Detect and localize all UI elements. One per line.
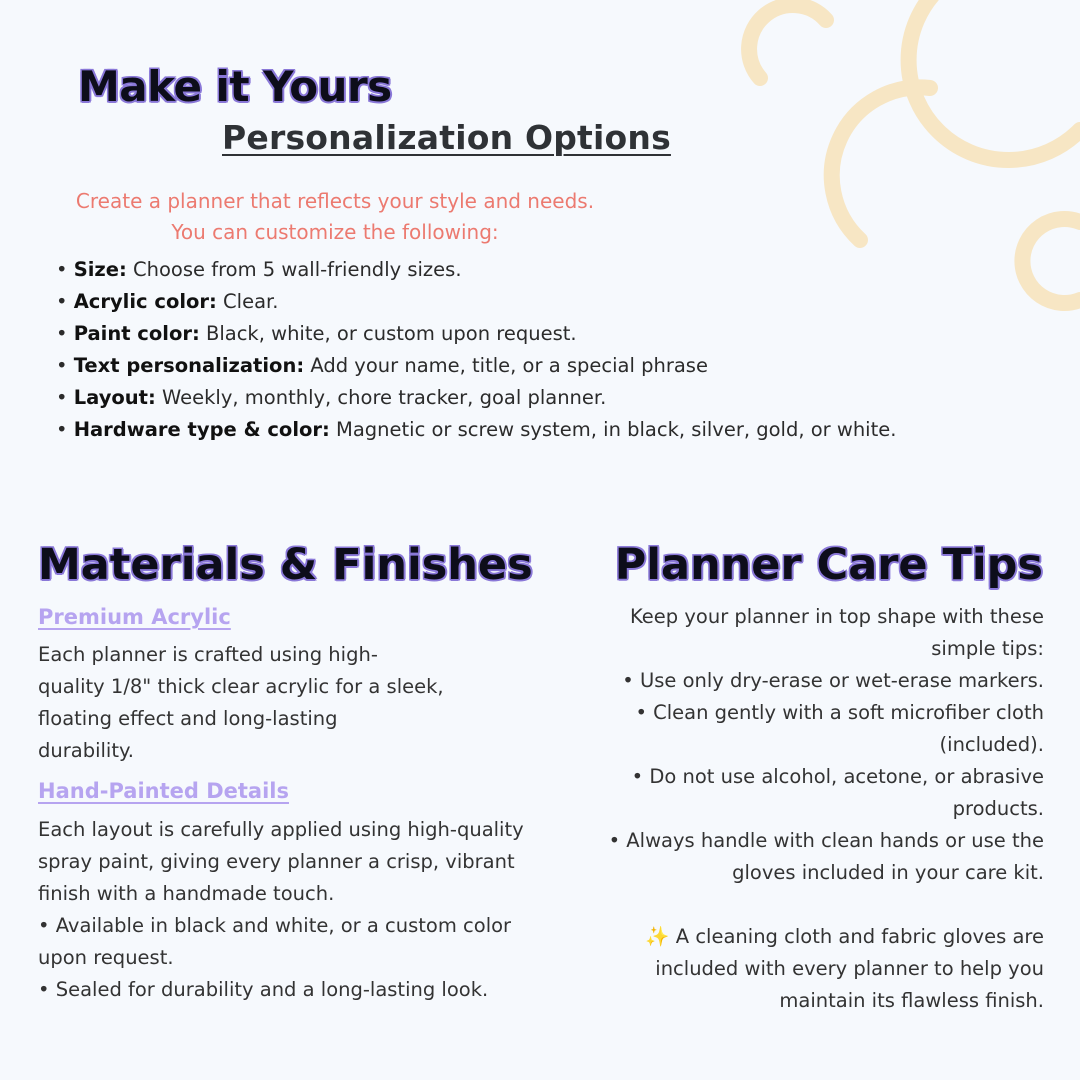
premium-acrylic-text [38,639,468,767]
option-label: Text personalization: [73,354,305,377]
hand-painted-heading: Hand-Painted Details [38,779,289,803]
option-text: Add your name, title, or a special phrase [304,354,708,377]
option-item: • Hardware type & color: Magnetic or screw system, in black, silver, gold, or white. [56,418,897,441]
option-label: Layout: [73,386,156,409]
paragraph-line: gloves included in your care kit. [732,861,1044,884]
option-item: • Paint color: Black, white, or custom upon request. [56,322,577,345]
paragraph-line: • Available in black and white, or a custom color [38,914,512,937]
option-text: Black, white, or custom upon request. [199,322,577,345]
paragraph-line: quality 1/8" thick clear acrylic for a sleek, [38,675,444,698]
decor-arc-right [1022,219,1080,303]
option-label: Size: [73,258,127,281]
paragraph-line: • Do not use alcohol, acetone, or abrasive [631,765,1044,788]
option-text: Weekly, monthly, chore tracker, goal planner. [155,386,607,409]
paragraph-line: (included). [939,733,1044,756]
intro-line: You can customize the following: [171,220,499,244]
personalization-options-list [56,254,896,446]
paragraph-line: • Always handle with clean hands or use the [608,829,1044,852]
option-text: Choose from 5 wall-friendly sizes. [126,258,462,281]
paragraph-line: • Use only dry-erase or wet-erase markers. [622,669,1044,692]
paragraph-line: • Clean gently with a soft microfiber cloth [635,701,1044,724]
option-item: • Acrylic color: Clear. [56,290,279,313]
paragraph-line: Keep your planner in top shape with these [629,605,1044,628]
option-item: • Layout: Weekly, monthly, chore tracker, goal planner. [56,386,607,409]
materials-title: Materials & Finishes [38,540,533,590]
paragraph-line: Each layout is carefully applied using high-quality [38,818,524,841]
spacer [609,889,1044,921]
paragraph-line: finish with a handmade touch. [38,882,335,905]
decor-arc-medium [832,87,930,240]
option-text: Clear. [216,290,279,313]
paragraph-line: Each planner is crafted using high- [38,643,378,666]
option-label: Paint color: [73,322,200,345]
page-title: Make it Yours [78,62,392,111]
premium-acrylic-heading: Premium Acrylic [38,605,231,629]
hand-painted-text [38,814,558,1006]
care-note-line [609,921,1044,953]
paragraph-line: floating effect and long-lasting [38,707,338,730]
option-label: Hardware type & color: [73,418,330,441]
paragraph-line: spray paint, giving every planner a crisp, vibrant [38,850,515,873]
care-note-line: included with every planner to help you [655,957,1044,980]
intro-line: Create a planner that reflects your style and needs. [75,189,595,213]
option-item: • Size: Choose from 5 wall-friendly sizes. [56,258,462,281]
page-subtitle: Personalization Options [222,118,671,157]
option-item: • Text personalization: Add your name, title, or a special phrase [56,354,708,377]
decor-arc-large [909,0,1080,160]
care-tips-title: Planner Care Tips [614,540,1043,590]
decor-arc-small [749,5,826,78]
paragraph-line: • Sealed for durability and a long-lasting look. [38,978,489,1001]
paragraph-line: simple tips: [931,637,1044,660]
paragraph-line: durability. [38,739,134,762]
option-label: Acrylic color: [73,290,217,313]
care-note-text: A cleaning cloth and fabric gloves are [669,925,1044,948]
care-note-line: maintain its flawless finish. [779,989,1044,1012]
sparkle-icon: ✨ [645,925,670,948]
paragraph-line: upon request. [38,946,174,969]
care-tips-text [609,601,1044,1017]
option-text: Magnetic or screw system, in black, silver, gold, or white. [329,418,897,441]
paragraph-line: products. [952,797,1044,820]
